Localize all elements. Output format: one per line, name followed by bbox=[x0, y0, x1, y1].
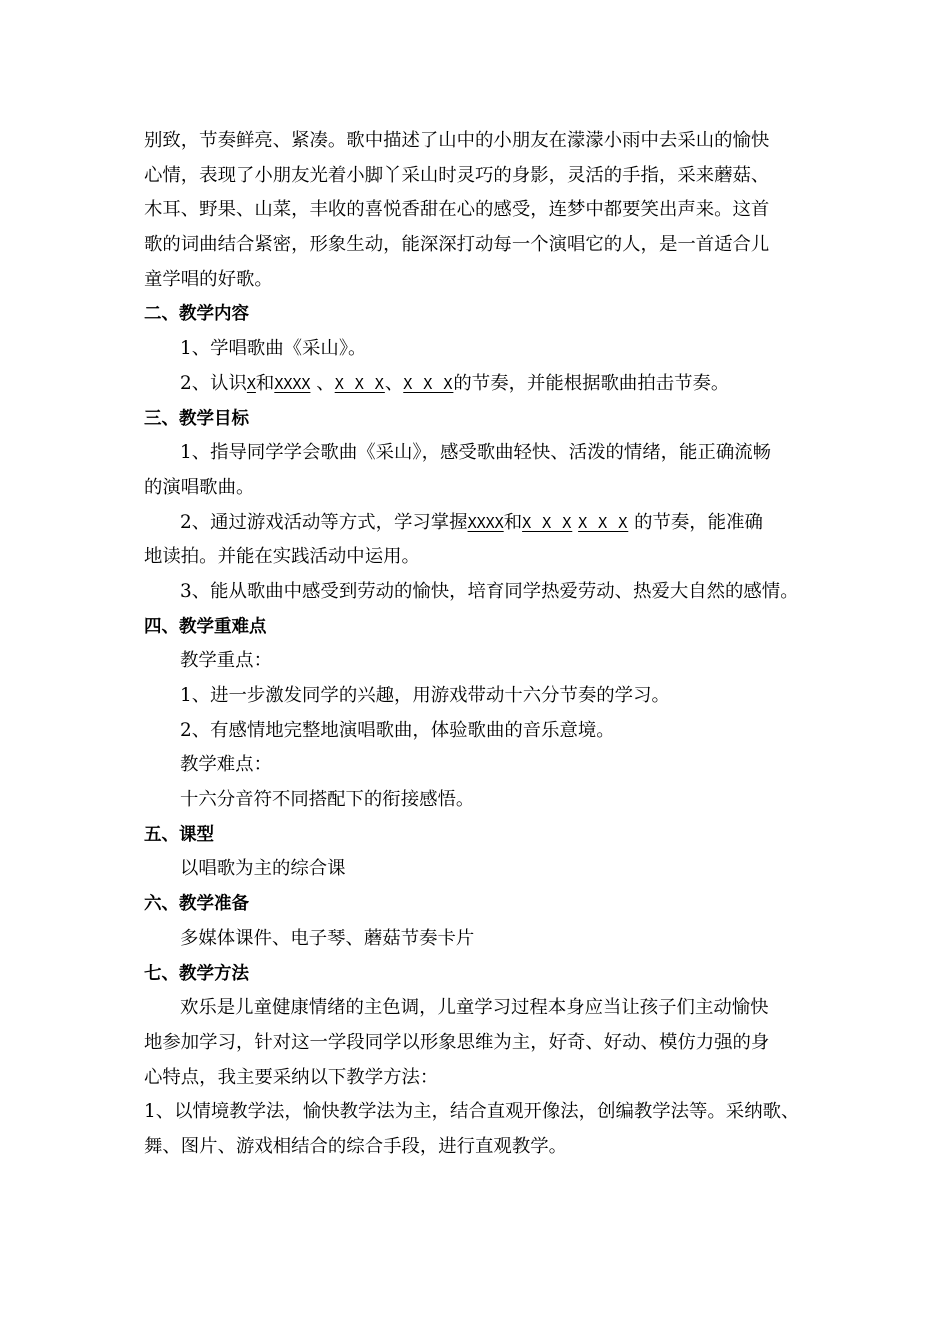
rhythm-pattern: XXXX bbox=[274, 374, 311, 393]
goal-item-2-cont: 地读拍。并能在实践活动中运用。 bbox=[144, 546, 420, 568]
intro-line: 木耳、野果、山菜，丰收的喜悦香甜在心的感受，连梦中都要笑出声来。这首 bbox=[144, 199, 770, 221]
goal-item-2 bbox=[144, 506, 830, 541]
content-item-2-sep: 、 bbox=[384, 372, 404, 394]
content-item-1: 1、学唱歌曲《采山》。 bbox=[180, 338, 367, 360]
rhythm-pattern: X bbox=[246, 374, 256, 393]
goal-item-1: 1、指导同学学会歌曲《采山》，感受歌曲轻快、活泼的情绪，能正确流畅 bbox=[180, 442, 772, 464]
content-item-2-prefix: 2、认识 bbox=[180, 372, 247, 394]
intro-line: 童学唱的好歌。 bbox=[144, 268, 273, 290]
goal-item-2-suffix: 的节奏，能准确 bbox=[628, 511, 763, 533]
methods-paragraph-line: 地参加学习，针对这一学段同学以形象思维为主，好奇、好动、模仿力强的身 bbox=[144, 1031, 770, 1053]
section-heading-key-difficult: 四、教学重难点 bbox=[144, 616, 267, 637]
section-heading-lesson-type: 五、课型 bbox=[144, 824, 214, 845]
content-item-2-sep: 、 bbox=[310, 372, 335, 394]
section-heading-methods: 七、教学方法 bbox=[144, 963, 249, 984]
content-item-2-and: 和 bbox=[255, 372, 275, 394]
rhythm-pattern: X X X bbox=[403, 374, 454, 393]
section-heading-preparation: 六、教学准备 bbox=[144, 894, 249, 915]
goal-item-2-prefix: 2、通过游戏活动等方式，学习掌握 bbox=[180, 511, 468, 533]
difficult-point-1: 十六分音符不同搭配下的衔接感悟。 bbox=[180, 789, 475, 811]
intro-line: 别致，节奏鲜亮、紧凑。歌中描述了山中的小朋友在濛濛小雨中去采山的愉快 bbox=[144, 130, 770, 151]
preparation-text: 多媒体课件、电子琴、蘑菇节奏卡片 bbox=[180, 927, 475, 949]
key-point-1: 1、进一步激发同学的兴趣，用游戏带动十六分节奏的学习。 bbox=[180, 685, 670, 706]
intro-line: 心情，表现了小朋友光着小脚丫采山时灵巧的身影，灵活的手指，采来蘑菇、 bbox=[144, 164, 770, 186]
rhythm-pattern: X X X bbox=[334, 374, 385, 393]
content-item-2-suffix: 的节奏，并能根据歌曲拍击节奏。 bbox=[453, 372, 730, 394]
rhythm-pattern: XXXX bbox=[467, 513, 504, 532]
difficult-points-label: 教学难点： bbox=[180, 754, 272, 776]
content-item-2 bbox=[144, 367, 830, 402]
goal-item-3: 3、能从歌曲中感受到劳动的愉快，培育同学热爱劳动、热爱大自然的感情。 bbox=[180, 580, 799, 602]
rhythm-pattern: X X X bbox=[578, 513, 629, 532]
methods-paragraph-line: 欢乐是儿童健康情绪的主色调，儿童学习过程本身应当让孩子们主动愉快 bbox=[180, 997, 769, 1019]
intro-paragraph bbox=[144, 124, 830, 297]
lesson-type-text: 以唱歌为主的综合课 bbox=[180, 858, 346, 880]
key-point-2: 2、有感情地完整地演唱歌曲，体验歌曲的音乐意境。 bbox=[180, 719, 615, 741]
methods-paragraph-line: 心特点，我主要采纳以下教学方法： bbox=[144, 1066, 439, 1088]
rhythm-pattern: X X X bbox=[522, 513, 573, 532]
section-heading-goals: 三、教学目标 bbox=[144, 408, 249, 429]
method-item-1-cont: 舞、图片、游戏相结合的综合手段，进行直观教学。 bbox=[144, 1135, 567, 1157]
method-item-1: 1、以情境教学法，愉快教学法为主，结合直观开像法，创编教学法等。采纳歌、 bbox=[144, 1101, 800, 1123]
intro-line: 歌的词曲结合紧密，形象生动，能深深打动每一个演唱它的人，是一首适合儿 bbox=[144, 234, 770, 256]
goal-item-2-and: 和 bbox=[503, 511, 523, 533]
key-points-label: 教学重点： bbox=[180, 650, 272, 672]
section-heading-content: 二、教学内容 bbox=[144, 304, 249, 325]
goal-item-1-cont: 的演唱歌曲。 bbox=[144, 476, 255, 498]
